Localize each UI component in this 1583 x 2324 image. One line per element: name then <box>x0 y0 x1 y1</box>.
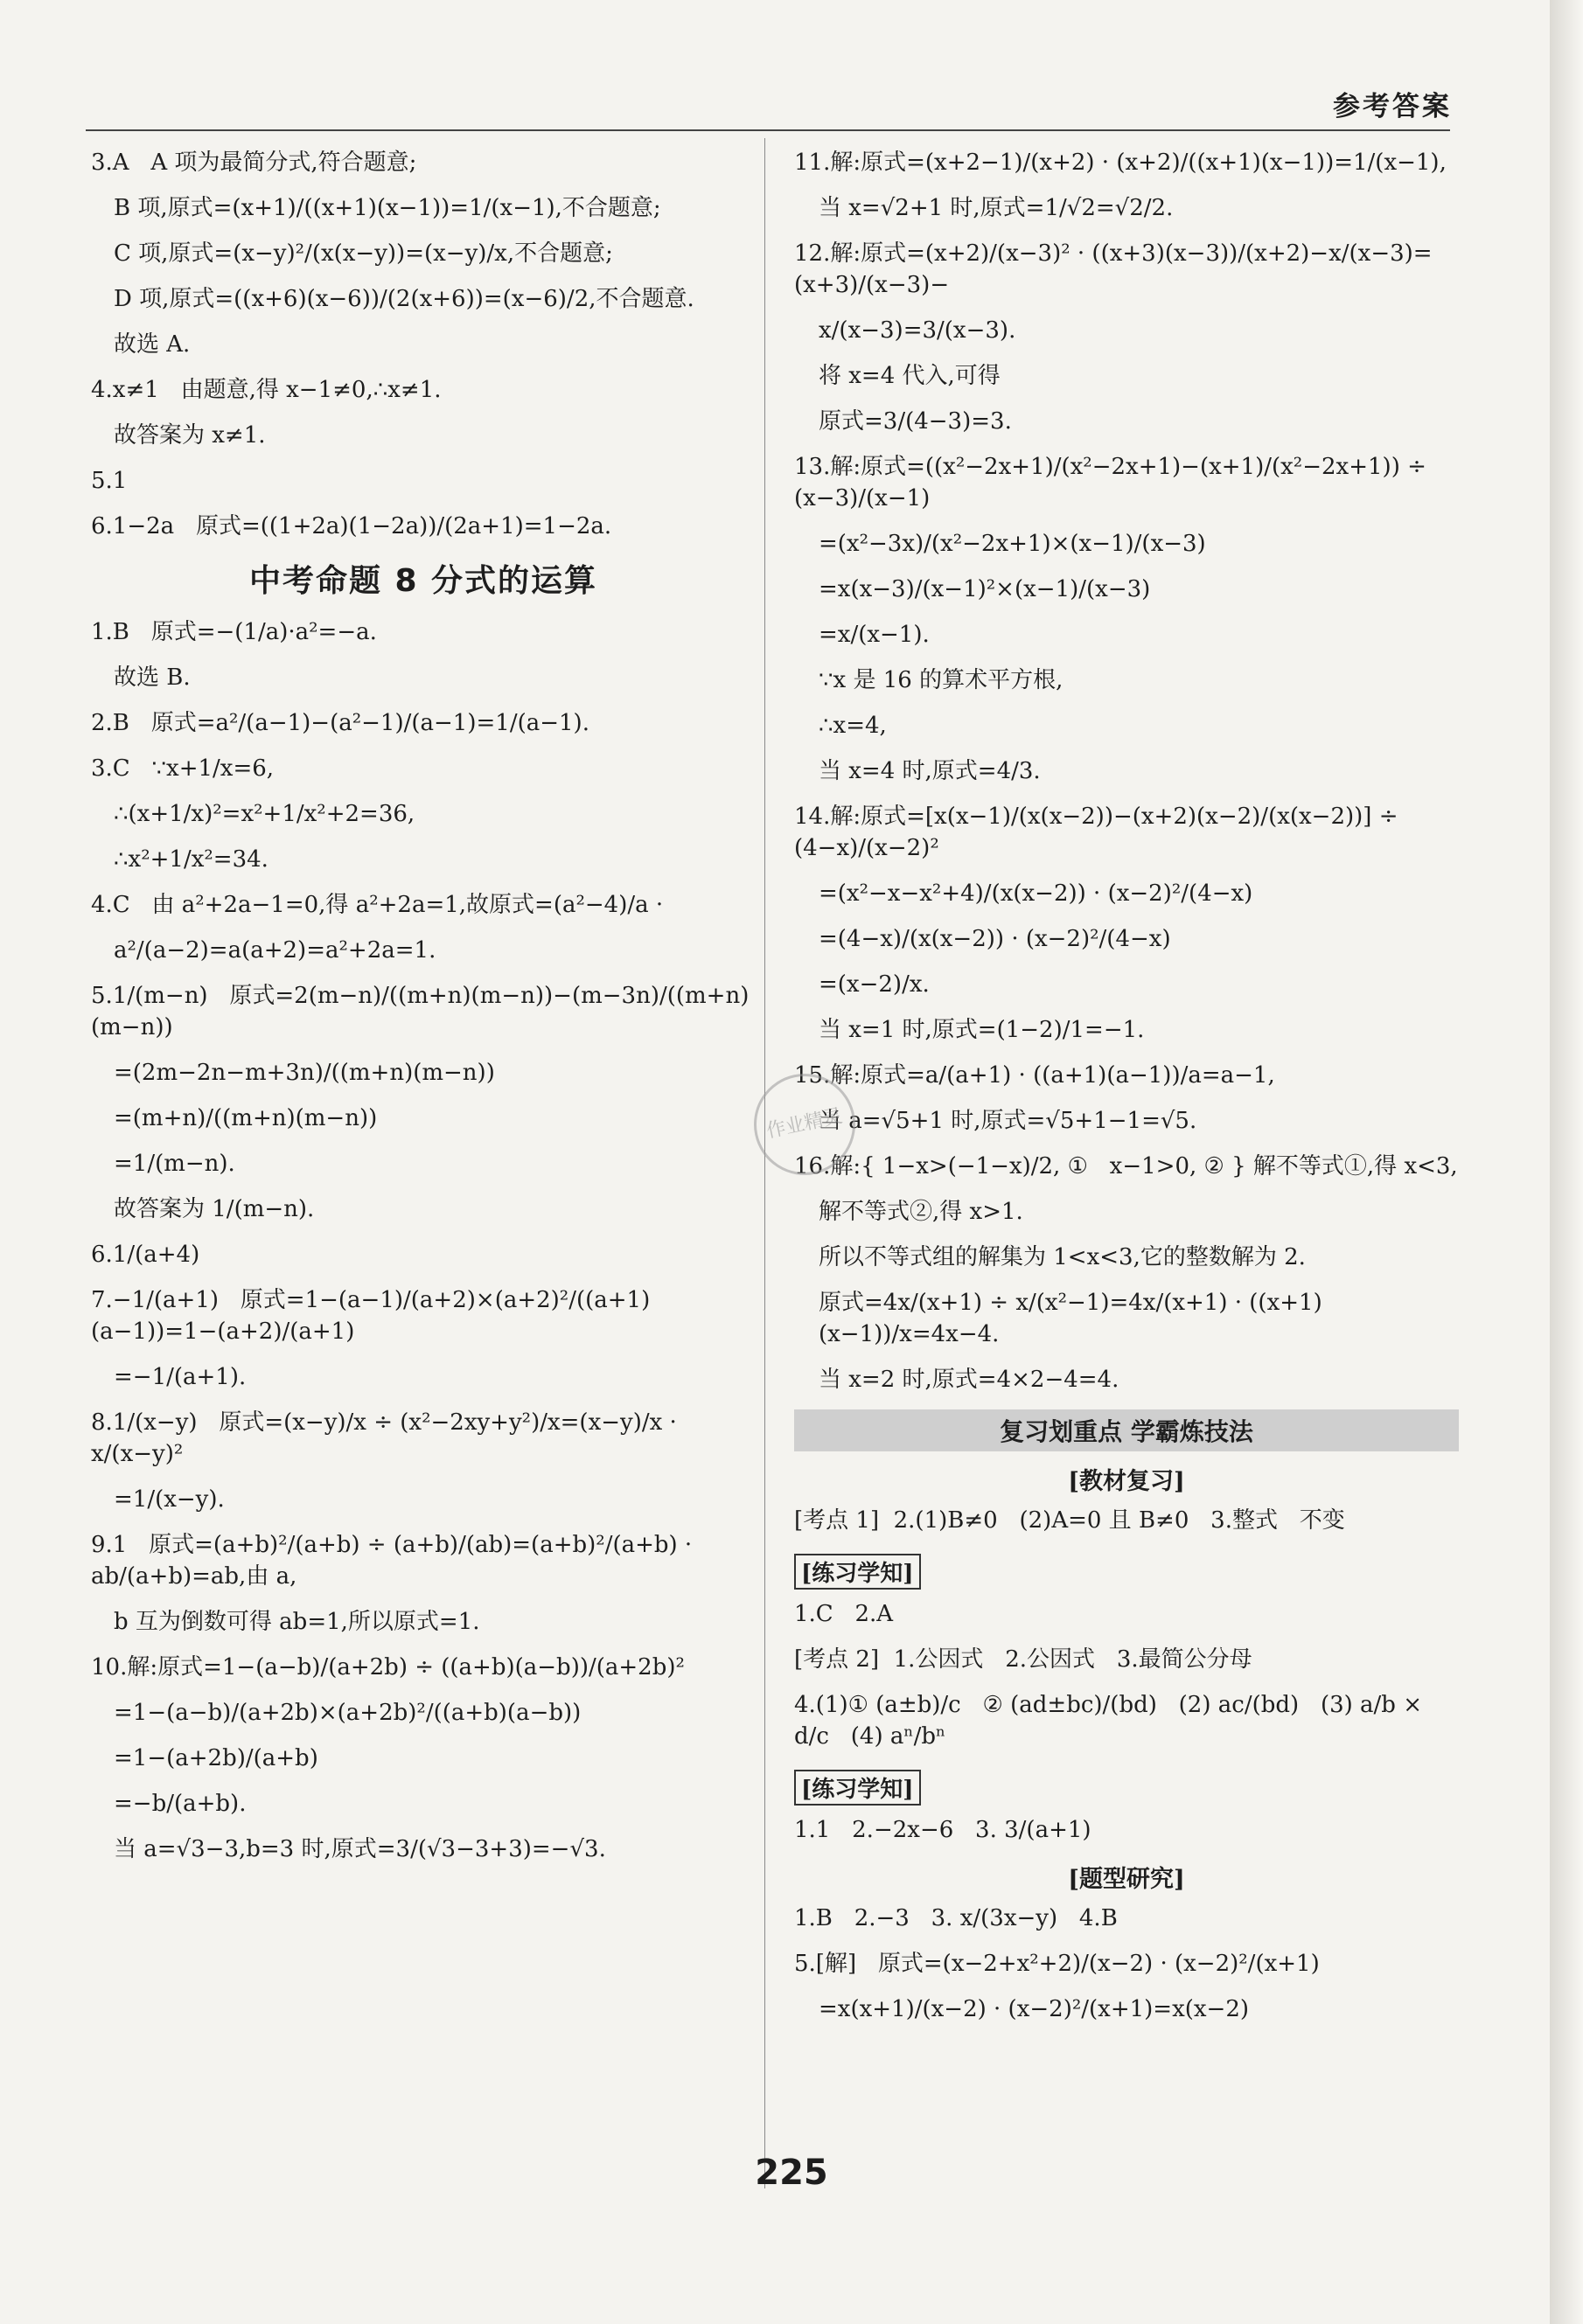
answer-line: 15.解:原式=a/(a+1) · ((a+1)(a−1))/a=a−1, <box>794 1062 1275 1089</box>
answer-line: 13.解:原式=((x²−2x+1)/(x²−2x+1)−(x+1)/(x²−2x+1)) ÷ (x−3)/(x−1) <box>794 454 1434 511</box>
answer-line: 5.1 <box>91 468 128 494</box>
answer-line: 故答案为 x≠1. <box>114 422 266 449</box>
answer-line: 当 a=√5+1 时,原式=√5+1−1=√5. <box>819 1108 1197 1134</box>
answer-line: 10.解:原式=1−(a−b)/(a+2b) ÷ ((a+b)(a−b))/(a+2b)² <box>91 1654 685 1680</box>
answer-line: 当 x=1 时,原式=(1−2)/1=−1. <box>819 1017 1145 1043</box>
practice-label: [练习学知] <box>794 1554 921 1590</box>
answer-line: 原式=3/(4−3)=3. <box>819 408 1012 435</box>
column-divider <box>764 138 765 2188</box>
answer-line: =x/(x−1). <box>819 622 930 648</box>
practice-answers: 1.C 2.A <box>794 1601 894 1627</box>
answer-line: 3.A A 项为最简分式,符合题意; <box>91 150 417 176</box>
answer-line: =(2m−2n−m+3n)/((m+n)(m−n)) <box>114 1060 495 1086</box>
answer-line: a²/(a−2)=a(a+2)=a²+2a=1. <box>114 937 436 964</box>
answer-line: =(x−2)/x. <box>819 971 930 998</box>
practice-answers: 1.1 2.−2x−6 3. 3/(a+1) <box>794 1817 1091 1843</box>
answer-line: 11.解:原式=(x+2−1)/(x+2) · (x+2)/((x+1)(x−1))=1/(x−1), <box>794 150 1447 176</box>
answer-line: x/(x−3)=3/(x−3). <box>819 317 1016 344</box>
answer-line: 14.解:原式=[x(x−1)/(x(x−2))−(x+2)(x−2)/(x(x−2))] ÷ (4−x)/(x−2)² <box>794 804 1405 861</box>
review-banner: 复习划重点 学霸炼技法 <box>794 1409 1459 1451</box>
answer-line: =1−(a+2b)/(a+b) <box>114 1745 318 1771</box>
answer-line: 4.C 由 a²+2a−1=0,得 a²+2a=1,故原式=(a²−4)/a · <box>91 892 664 918</box>
answer-line: 当 x=4 时,原式=4/3. <box>819 758 1041 784</box>
topic-research-heading: [题型研究] <box>1068 1866 1185 1893</box>
answer-line: 2.B 原式=a²/(a−1)−(a²−1)/(a−1)=1/(a−1). <box>91 710 589 736</box>
header-title: 参考答案 <box>1333 91 1452 122</box>
answer-line: 7.−1/(a+1) 原式=1−(a−1)/(a+2)×(a+2)²/((a+1)(a−1))=1−(a+2)/(a+1) <box>91 1287 651 1345</box>
answer-line: b 互为倒数可得 ab=1,所以原式=1. <box>114 1609 480 1635</box>
answer-line: 解不等式②,得 x>1. <box>819 1199 1023 1225</box>
answer-line: ∵x 是 16 的算术平方根, <box>819 667 1063 693</box>
question-5-cont: =x(x+1)/(x−2) · (x−2)²/(x+1)=x(x−2) <box>819 1996 1250 2022</box>
item-4: 4.(1)① (a±b)/c ② (ad±bc)/(bd) (2) ac/(bd) (3) a/b × d/c (4) aⁿ/bⁿ <box>794 1692 1430 1750</box>
answer-line: B 项,原式=(x+1)/((x+1)(x−1))=1/(x−1),不合题意; <box>114 195 661 221</box>
answer-line: =−1/(a+1). <box>114 1364 247 1390</box>
answer-line: 6.1/(a+4) <box>91 1242 200 1268</box>
textbook-review-heading: [教材复习] <box>1068 1468 1185 1495</box>
answer-line: 当 a=√3−3,b=3 时,原式=3/(√3−3+3)=−√3. <box>114 1836 606 1862</box>
answer-line: 16.解:{ 1−x>(−1−x)/2, ① x−1>0, ② } 解不等式①,得 x<3, <box>794 1153 1458 1179</box>
page-number: 225 <box>755 2153 828 2193</box>
answer-line: 9.1 原式=(a+b)²/(a+b) ÷ (a+b)/(ab)=(a+b)²/(a+b) · ab/(a+b)=ab,由 a, <box>91 1532 700 1590</box>
answer-line: =1/(m−n). <box>114 1151 235 1177</box>
answer-line: 1.B 原式=−(1/a)·a²=−a. <box>91 619 377 645</box>
kaodian-1: [考点 1] 2.(1)B≠0 (2)A=0 且 B≠0 3.整式 不变 <box>794 1507 1345 1534</box>
answer-line: C 项,原式=(x−y)²/(x(x−y))=(x−y)/x,不合题意; <box>114 240 613 267</box>
answer-line: ∴x²+1/x²=34. <box>114 846 268 873</box>
answer-line: 原式=4x/(x+1) ÷ x/(x²−1)=4x/(x+1) · ((x+1)(x−1))/x=4x−4. <box>819 1290 1322 1347</box>
section-title: 中考命题 8 分式的运算 <box>248 563 598 599</box>
answer-line: 当 x=2 时,原式=4×2−4=4. <box>819 1367 1119 1393</box>
answer-line: =(4−x)/(x(x−2)) · (x−2)²/(4−x) <box>819 926 1171 952</box>
answer-line: =1/(x−y). <box>114 1486 225 1513</box>
answer-line: 12.解:原式=(x+2)/(x−3)² · ((x+3)(x−3))/(x+2)−x/(x−3)=(x+3)/(x−3)− <box>794 240 1433 298</box>
answer-line: 故答案为 1/(m−n). <box>114 1196 315 1222</box>
answer-line: 故选 B. <box>114 664 191 691</box>
answer-line: 4.x≠1 由题意,得 x−1≠0,∴x≠1. <box>91 377 442 403</box>
answer-line: =(m+n)/((m+n)(m−n)) <box>114 1105 378 1131</box>
answer-line: ∴x=4, <box>819 713 887 739</box>
answer-line: 故选 A. <box>114 331 191 358</box>
answer-line: D 项,原式=((x+6)(x−6))/(2(x+6))=(x−6)/2,不合题意. <box>114 286 694 312</box>
answer-line: 所以不等式组的解集为 1<x<3,它的整数解为 2. <box>819 1244 1306 1270</box>
page-edge <box>1550 0 1583 2324</box>
kaodian-2: [考点 2] 1.公因式 2.公因式 3.最简公分母 <box>794 1646 1252 1673</box>
answer-line: =−b/(a+b). <box>114 1791 247 1817</box>
practice-label: [练习学知] <box>794 1770 921 1806</box>
answer-line: 当 x=√2+1 时,原式=1/√2=√2/2. <box>819 195 1174 221</box>
left-column <box>91 147 756 1879</box>
topic-answers: 1.B 2.−3 3. x/(3x−y) 4.B <box>794 1905 1118 1931</box>
right-column <box>794 147 1459 2039</box>
answer-line: =x(x−3)/(x−1)²×(x−1)/(x−3) <box>819 576 1151 602</box>
answer-line: 5.1/(m−n) 原式=2(m−n)/((m+n)(m−n))−(m−3n)/((m+n)(m−n)) <box>91 983 750 1040</box>
top-rule <box>86 129 1450 131</box>
question-5: 5.[解] 原式=(x−2+x²+2)/(x−2) · (x−2)²/(x+1) <box>794 1951 1320 1977</box>
answer-line: 8.1/(x−y) 原式=(x−y)/x ÷ (x²−2xy+y²)/x=(x−y)/x · x/(x−y)² <box>91 1409 685 1467</box>
watermark-stamp: 作业精灵 <box>744 1064 865 1185</box>
answer-line: 将 x=4 代入,可得 <box>819 363 1001 389</box>
answer-line: 6.1−2a 原式=((1+2a)(1−2a))/(2a+1)=1−2a. <box>91 513 612 539</box>
answer-line: =(x²−3x)/(x²−2x+1)×(x−1)/(x−3) <box>819 531 1206 557</box>
answer-line: =(x²−x−x²+4)/(x(x−2)) · (x−2)²/(4−x) <box>819 880 1253 907</box>
answer-line: 3.C ∵x+1/x=6, <box>91 755 275 782</box>
answer-line: =1−(a−b)/(a+2b)×(a+2b)²/((a+b)(a−b)) <box>114 1700 582 1726</box>
answer-line: ∴(x+1/x)²=x²+1/x²+2=36, <box>114 801 415 827</box>
